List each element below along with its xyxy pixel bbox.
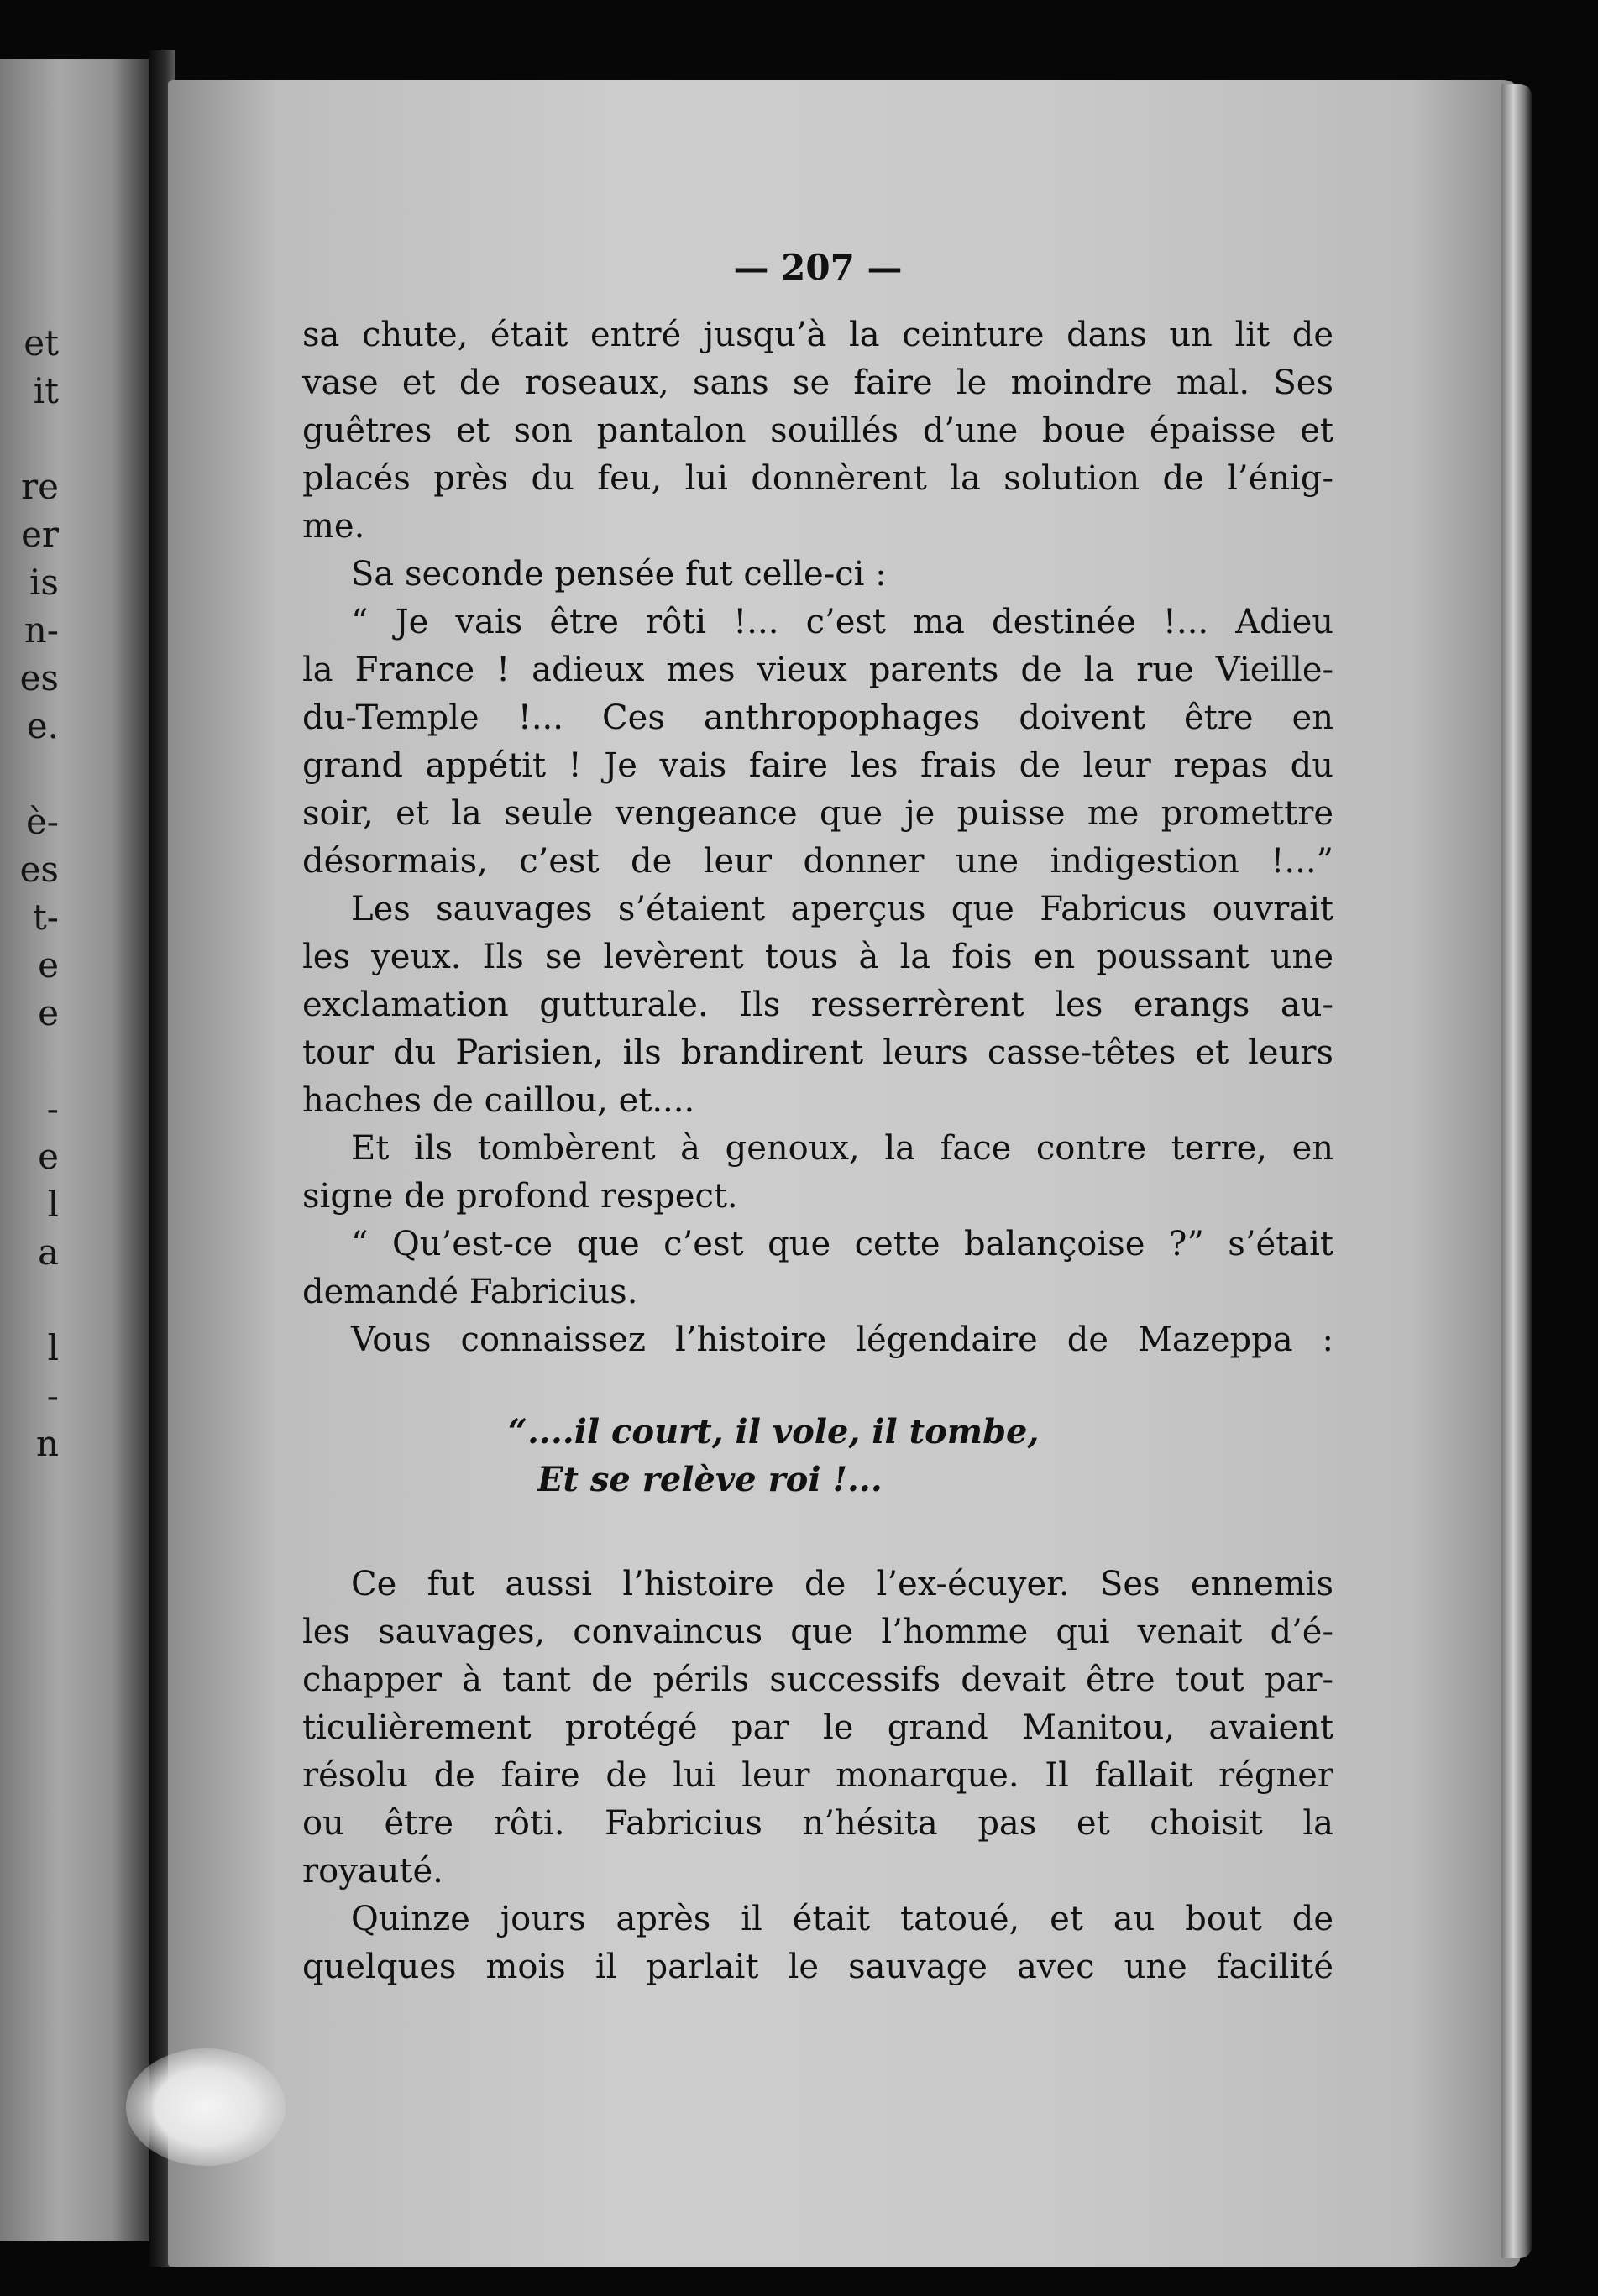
previous-page-edge [0,59,149,2241]
previous-page-text-fragments [0,319,59,1467]
previous-page-fragment: et [24,322,59,363]
text-line: quelques mois il parlait le sauvage avec une facilité [302,1948,1333,1986]
text-line: ou être rôti. Fabricius n’hésita pas et choisit la [302,1804,1333,1843]
text-line: vase et de roseaux, sans se faire le moindre mal. Ses [302,363,1333,402]
text-section-before-verse [302,311,1333,1364]
previous-page-fragment: er [21,514,59,555]
text-line: signe de profond respect. [302,1177,738,1216]
text-line: demandé Fabricius. [302,1273,638,1311]
previous-page-fragment: e [38,944,59,986]
previous-page-fragment: es [19,849,59,890]
previous-page-fragment: n- [24,609,59,651]
text-line: Quinze jours après il était tatoué, et au bout de [351,1900,1333,1938]
previous-page-fragment: è- [25,801,59,842]
text-line: ticulièrement protégé par le grand Manitou, avaient [302,1708,1333,1747]
previous-page-fragment: l [47,1184,59,1225]
previous-page-fragment [0,750,59,798]
spacer [302,1364,1333,1408]
text-line: du-Temple !... Ces anthropophages doivent être en [302,698,1333,737]
text-line: grand appétit ! Je vais faire les frais de leur repas du [302,746,1333,785]
text-line: guêtres et son pantalon souillés d’une boue épaisse et [302,411,1333,450]
previous-page-fragment: t- [32,897,59,938]
text-line: Vous connaissez l’histoire légendaire de Mazeppa : [351,1321,1333,1359]
text-line: me. [302,507,365,546]
text-line: royauté. [302,1852,443,1891]
text-line: Sa seconde pensée fut celle-ci : [351,555,887,594]
paper-stain [126,2048,286,2166]
page-number: — 207 — [733,247,903,288]
previous-page-fragment [0,1276,59,1324]
previous-page-fragment: e [38,1136,59,1177]
previous-page-fragment: n [35,1423,59,1464]
previous-page-fragment: e. [26,705,59,746]
previous-page-fragment [0,1037,59,1085]
previous-page-fragment: - [46,1088,59,1129]
text-line: exclamation gutturale. Ils resserrèrent les erangs au- [302,986,1333,1024]
text-line: résolu de faire de lui leur monarque. Il fallait régner [302,1756,1333,1795]
text-line: Et ils tombèrent à genoux, la face contre terre, en [351,1129,1333,1168]
verse-line: Et se relève roi !... [537,1460,883,1499]
text-line: chapper à tant de périls successifs devait être tout par- [302,1661,1333,1699]
previous-page-fragment: re [21,466,59,507]
text-line: les sauvages, convaincus que l’homme qui venait d’é- [302,1613,1333,1651]
previous-page-fragment: - [46,1375,59,1416]
page-text-block [302,243,1333,1991]
text-line: “ Qu’est-ce que c’est que cette balançoise ?” s’était [351,1225,1333,1263]
spacer [302,1504,1333,1561]
text-line: haches de caillou, et.... [302,1081,695,1120]
verse-line: “....il court, il vole, il tombe, [508,1412,1040,1451]
text-line: Les sauvages s’étaient aperçus que Fabricus ouvrait [351,890,1333,928]
text-line: tour du Parisien, ils brandirent leurs casse-têtes et leurs [302,1033,1333,1072]
text-line: soir, et la seule vengeance que je puisse me promettre [302,794,1333,833]
page-edge [1501,84,1532,2258]
previous-page-fragment: a [37,1232,59,1273]
text-line: la France ! adieux mes vieux parents de la rue Vieille- [302,651,1333,689]
previous-page-fragment [0,415,59,463]
previous-page-fragment: es [19,657,59,698]
text-section-after-verse [302,1561,1333,1991]
previous-page-fragment: l [47,1327,59,1368]
previous-page-fragment: it [33,370,59,411]
text-line: Ce fut aussi l’histoire de l’ex-écuyer. Ses ennemis [351,1565,1333,1603]
text-line: placés près du feu, lui donnèrent la solution de l’énig- [302,459,1333,498]
previous-page-fragment: is [29,562,59,603]
previous-page-fragment: e [38,992,59,1033]
text-line: les yeux. Ils se levèrent tous à la fois en poussant une [302,938,1333,976]
text-line: “ Je vais être rôti !... c’est ma destinée !... Adieu [351,603,1333,641]
text-line: désormais, c’est de leur donner une indigestion !...” [302,842,1333,881]
text-line: sa chute, était entré jusqu’à la ceinture dans un lit de [302,316,1333,354]
